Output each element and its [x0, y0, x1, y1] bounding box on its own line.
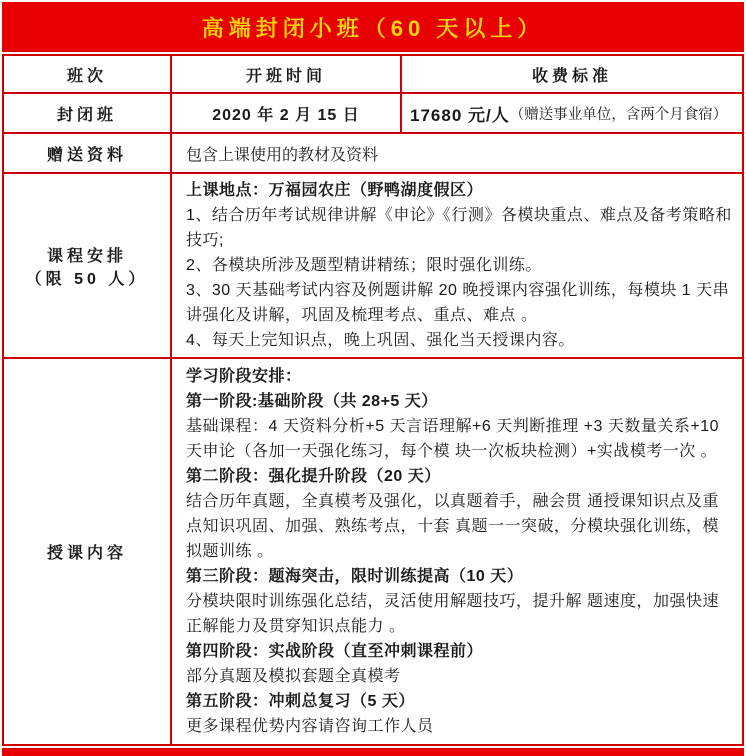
- stage-heading: 第三阶段：题海突击，限时训练提高（10 天）: [186, 568, 524, 585]
- stage-heading: 第四阶段：实战阶段（直至冲刺课程前）: [186, 643, 484, 660]
- stage-heading: 第一阶段:基础阶段（共 28+5 天）: [186, 393, 438, 410]
- stage-heading: 第二阶段：强化提升阶段（20 天）: [186, 468, 441, 485]
- bottom-red-bar: [2, 748, 744, 756]
- materials-label: 赠送资料: [4, 134, 172, 172]
- class-price-cell: [402, 94, 742, 132]
- col-header-fee: 收费标准: [531, 67, 612, 85]
- stage-detail: 分模块限时训练强化总结，灵活使用解题技巧，提升解 题速度，加强快速正解能力及贯穿知识点能力 。: [186, 593, 719, 635]
- schedule-item: 4、每天上完知识点，晚上巩固、强化当天授课内容。: [186, 332, 575, 349]
- course-table: [2, 54, 744, 746]
- class-name: 封闭班: [4, 94, 172, 132]
- stage-detail: 基础课程：4 天资料分析+5 天言语理解+6 天判断推理 +3 天数量关系+10 天申论（各加一天强化练习，每个模 块一次板块检测）+实战模考一次 。: [186, 418, 719, 460]
- teaching-content-row: [4, 357, 742, 744]
- schedule-item: 2、各模块所涉及题型精讲精练；限时强化训练。: [186, 257, 542, 274]
- materials-content: 包含上课使用的教材及资料: [186, 146, 379, 164]
- stage-plan-intro: 学习阶段安排：: [186, 368, 302, 385]
- price-value: 17680 元/人: [410, 105, 510, 125]
- class-info-row: [4, 92, 742, 132]
- stage-detail: 更多课程优势内容请咨询工作人员: [186, 718, 434, 735]
- stage-heading: 第五阶段：冲刺总复习（5 天）: [186, 693, 415, 710]
- col-header-start-time: 开班时间: [172, 56, 402, 92]
- teaching-content: [172, 359, 742, 744]
- class-title: 高端封闭小班（60 天以上）: [201, 15, 545, 41]
- class-start-date: 2020 年 2 月 15 日: [172, 94, 402, 132]
- teaching-content-label: 授课内容: [4, 359, 172, 744]
- schedule-label-line1: 课程安排: [46, 247, 127, 265]
- schedule-label-line2: （限 50 人）: [25, 270, 149, 288]
- schedule-content: [172, 174, 742, 357]
- price-note: （赠送事业单位，含两个月食宿）: [509, 106, 728, 123]
- schedule-label: [4, 174, 172, 357]
- stage-detail: 结合历年真题，全真模考及强化，以真题着手，融会贯 通授课知识点及重点知识巩固、加强、熟练考点，十套 真题一一突破，分模块强化训练，模拟题训练 。: [186, 493, 719, 560]
- schedule-item: 3、30 天基础考试内容及例题讲解 20 晚授课内容强化训练，每模块 1 天串讲强化及讲解，巩固及梳理考点、重点、难点 。: [186, 282, 730, 324]
- schedule-row: [4, 172, 742, 357]
- materials-row: [4, 132, 742, 172]
- schedule-item: 1、结合历年考试规律讲解《申论》《行测》各模块重点、难点及备考策略和技巧;: [186, 207, 732, 249]
- col-header-class: 班次: [4, 56, 172, 92]
- class-title-bar: [2, 2, 744, 52]
- table-header-row: [4, 56, 742, 92]
- stage-detail: 部分真题及模拟套题全真模考: [186, 668, 401, 685]
- schedule-location: 上课地点：万福园农庄（野鸭湖度假区）: [186, 182, 484, 199]
